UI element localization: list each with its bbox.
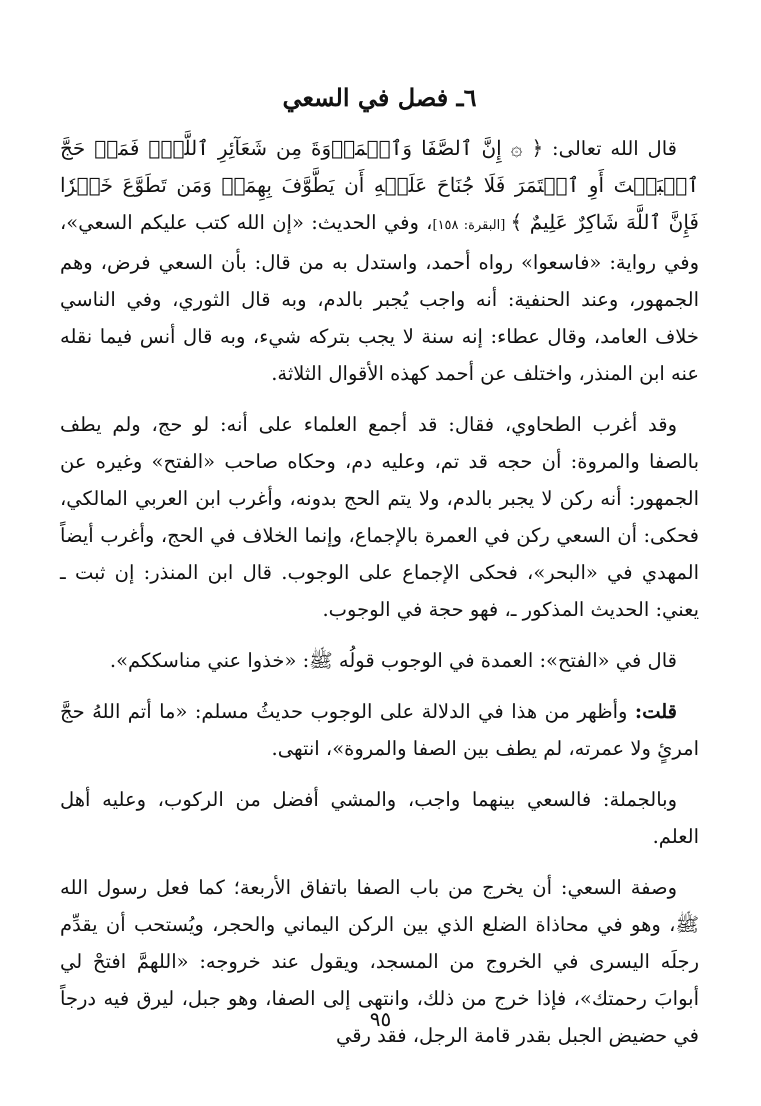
paragraph-2: وقد أغرب الطحاوي، فقال: قد أجمع العلماء على أنه: لو حج، ولم يطف بالصفا والمروة: أن حجه قد تم، وعليه دم، وحكاه صاحب «الفتح» وغيره عن الجمهور: أنه ركن لا يجبر بالدم، ولا يتم الحج بدونه، وأغرب ابن العربي المالكي، فحكى: أن السعي ركن في العمرة بالإجماع، وإنما الخلاف في الحج، وأغرب أيضاً المهدي في «البحر»، فحكى الإجماع على الوجوب. قال ابن المنذر: إن ثبت ـ يعني: الحديث المذكور ـ، فهو حجة في الوجوب. — [60, 413, 699, 621]
verse-reference: [البقرة: ١٥٨] — [432, 218, 511, 233]
paragraph-1-text: ، وفي الحديث: «إن الله كتب عليكم السعي»، وفي رواية: «فاسعوا» رواه أحمد، واستدل به من قال: بأن السعي فرض، وهم الجمهور، وعند الحنفية: أنه واجب يُجبر بالدم، وبه قال الثوري، وفي الناسي خلاف العامد، وقال عطاء: إنه سنة لا يجب بتركه شيء، وبه قال أنس فيما نقله عنه ابن المنذر، واختلف عن أحمد كهذه الأقوال الثلاثة. — [60, 211, 699, 385]
quran-verse: ﴿ ۞ إِنَّ ٱلصَّفَا وَٱلۡمَرۡوَةَ مِن شَعَآئِرِ ٱللَّهِۖ فَمَنۡ حَجَّ ٱلۡبَيۡتَ أَوِ ٱعۡتَمَرَ فَلَا جُنَاحَ عَلَيۡهِ أَن يَطَّوَّفَ بِهِمَاۚ وَمَن تَطَوَّعَ خَيۡرٗا فَإِنَّ ٱللَّهَ شَاكِرٌ عَلِيمٌ ﴾ — [60, 136, 699, 234]
verse-intro: قال الله تعالى: — [543, 137, 677, 160]
paragraph-6: وصفة السعي: أن يخرج من باب الصفا باتفاق الأربعة؛ كما فعل رسول الله ﷺ، وهو في محاذاة الضلع الذي بين الركن اليماني والحجر، ويُستحب أن يقدِّم رجلَه اليسرى في الخروج من المسجد، ويقول عند خروجه: «اللهمَّ افتحْ لي أبوابَ رحمتك»، فإذا خرج من ذلك، وانتهى إلى الصفا، وهو جبل، ليرق فيه درجاً في حضيض الجبل بقدر قامة الرجل، فقد رقي — [60, 876, 699, 1047]
paragraph-4 — [60, 693, 699, 767]
paragraph-1 — [60, 130, 699, 392]
section-title: ٦ـ فصل في السعي — [282, 83, 477, 112]
qultu-label: قلت: — [634, 700, 677, 723]
paragraph-5: وبالجملة: فالسعي بينهما واجب، والمشي أفضل من الركوب، وعليه أهل العلم. — [60, 788, 699, 848]
paragraph-4-text: وأظهر من هذا في الدلالة على الوجوب حديثُ مسلم: «ما أتم اللهُ حجَّ امرئٍ ولا عمرته، لم يطف بين الصفا والمروة»، انتهى. — [60, 700, 699, 760]
paragraph-3: قال في «الفتح»: العمدة في الوجوب قولُه ﷺ: «خذوا عني مناسككم». — [109, 649, 677, 672]
page-number: ٩٥ — [369, 1007, 392, 1031]
